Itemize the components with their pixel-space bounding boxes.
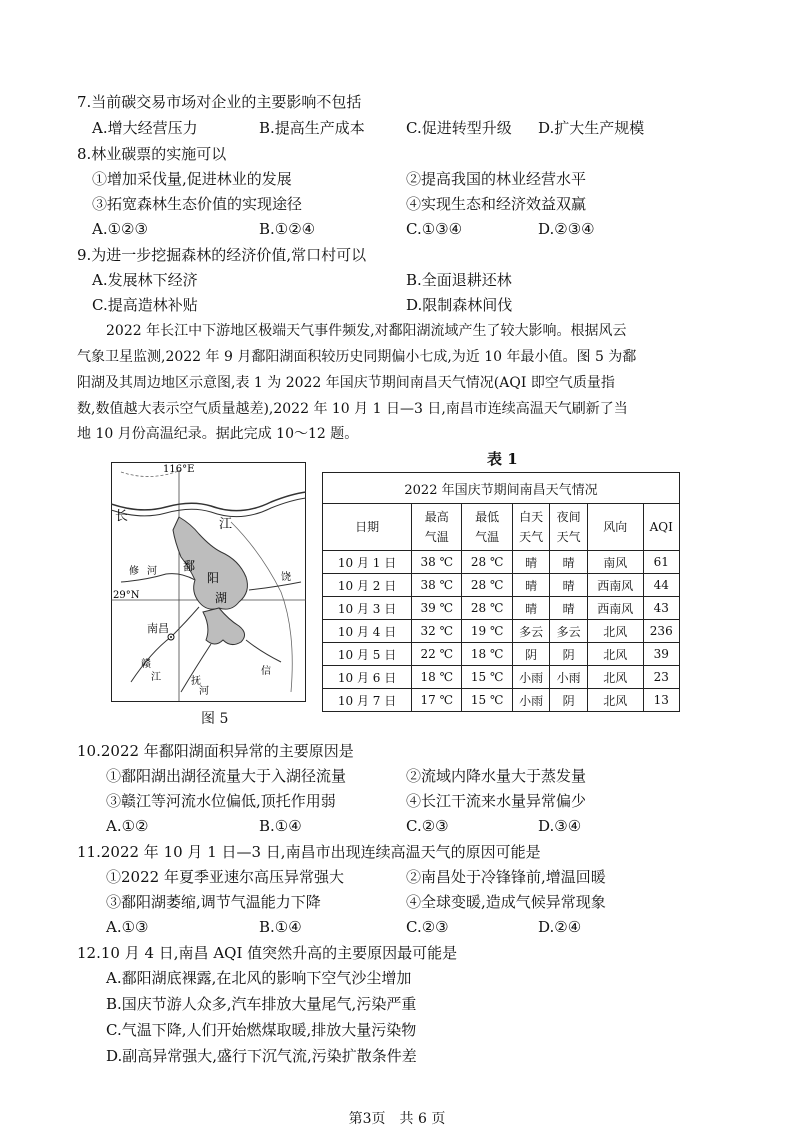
table-cell: 28 ℃ — [462, 551, 512, 574]
table-caption-row — [323, 473, 680, 504]
q11-item-4: ④全球变暖,造成气候异常现象 — [406, 893, 606, 911]
table-cell: 晴 — [512, 551, 550, 574]
table-cell: 32 ℃ — [412, 620, 462, 643]
q10-option-b: B.①④ — [259, 817, 302, 835]
table-cell: 39 — [643, 643, 680, 666]
label-29n: 29°N — [113, 590, 140, 601]
table-cell: 28 ℃ — [462, 574, 512, 597]
q8-option-b: B.①②④ — [259, 220, 316, 238]
table-cell: 南风 — [587, 551, 643, 574]
label-fu: 抚 — [191, 676, 201, 687]
q8-option-d: D.②③④ — [538, 220, 595, 238]
table-title: 表 1 — [487, 450, 518, 468]
q11-option-d: D.②④ — [538, 918, 582, 936]
q8-option-a: A.①②③ — [92, 220, 148, 238]
table-cell: 39 ℃ — [412, 597, 462, 620]
table-cell: 10 月 1 日 — [323, 551, 412, 574]
label-jiang2: 江 — [151, 672, 161, 683]
table-row — [323, 620, 680, 643]
table-cell: 23 — [643, 666, 680, 689]
q10-option-c: C.②③ — [406, 817, 449, 835]
table-header-cell: 最高 气温 — [412, 504, 462, 551]
nanchang-city-dot — [170, 636, 172, 638]
label-he: 河 — [199, 686, 209, 697]
label-xin: 信 — [261, 666, 271, 677]
q9-option-d: D.限制森林间伐 — [406, 296, 513, 314]
material-line-5: 地 10 月份高温纪录。据此完成 10～12 题。 — [77, 426, 359, 442]
table-cell: 236 — [643, 620, 680, 643]
table-row — [323, 689, 680, 712]
table-header-cell: 最低 气温 — [462, 504, 512, 551]
table-header-row — [323, 504, 680, 551]
q12-option-c: C.气温下降,人们开始燃煤取暖,排放大量污染物 — [106, 1021, 417, 1039]
table-cell: 阴 — [550, 643, 588, 666]
material-line-3: 阳湖及其周边地区示意图,表 1 为 2022 年国庆节期间南昌天气情况(AQI 即空气质量指 — [77, 375, 615, 391]
table-cell: 晴 — [550, 597, 588, 620]
table-cell: 晴 — [512, 597, 550, 620]
table-row — [323, 551, 680, 574]
q9-option-c: C.提高造林补贴 — [92, 296, 198, 314]
q10-item-3: ③赣江等河流水位偏低,顶托作用弱 — [106, 792, 336, 810]
q10-item-4: ④长江干流来水量异常偏少 — [406, 792, 587, 810]
q9-stem: 9.为进一步挖掘森林的经济价值,常口村可以 — [77, 246, 367, 264]
label-yang: 阳 — [207, 571, 220, 585]
q9-option-b: B.全面退耕还林 — [406, 271, 512, 289]
table-cell: 38 ℃ — [412, 551, 462, 574]
table-cell: 15 ℃ — [462, 689, 512, 712]
table-header-cell: 日期 — [323, 504, 412, 551]
q10-item-2: ②流域内降水量大于蒸发量 — [406, 767, 587, 785]
label-xiu: 修 — [129, 566, 139, 577]
table-cell: 北风 — [587, 620, 643, 643]
q8-stem: 8.林业碳票的实施可以 — [77, 145, 227, 163]
table-cell: 西南风 — [587, 597, 643, 620]
table-cell: 晴 — [550, 574, 588, 597]
material-line-2: 气象卫星监测,2022 年 9 月鄱阳湖面积较历史同期偏小七成,为近 10 年最小值。图 5 为鄱 — [77, 349, 637, 365]
table-cell: 10 月 4 日 — [323, 620, 412, 643]
q7-stem: 7.当前碳交易市场对企业的主要影响不包括 — [77, 93, 362, 111]
figure-caption: 图 5 — [201, 711, 229, 727]
q12-option-a: A.鄱阳湖底裸露,在北风的影响下空气沙尘增加 — [106, 969, 412, 987]
q10-item-1: ①鄱阳湖出湖径流量大于入湖径流量 — [106, 767, 347, 785]
label-nanchang: 南昌 — [147, 622, 169, 635]
q9-option-a: A.发展林下经济 — [92, 271, 198, 289]
poyang-lake-map — [111, 462, 306, 702]
q7-option-c: C.促进转型升级 — [406, 119, 512, 137]
table-row — [323, 666, 680, 689]
table-cell: 多云 — [512, 620, 550, 643]
q8-item-3: ③拓宽森林生态价值的实现途径 — [92, 195, 303, 213]
q10-option-a: A.①② — [106, 817, 149, 835]
label-chang: 长 — [115, 509, 129, 524]
table-cell: 小雨 — [550, 666, 588, 689]
table-cell: 15 ℃ — [462, 666, 512, 689]
q10-stem: 10.2022 年鄱阳湖面积异常的主要原因是 — [77, 742, 354, 760]
table-cell: 17 ℃ — [412, 689, 462, 712]
q7-option-a: A.增大经营压力 — [92, 119, 198, 137]
q8-option-c: C.①③④ — [406, 220, 463, 238]
q11-item-3: ③鄱阳湖萎缩,调节气温能力下降 — [106, 893, 321, 911]
table-row — [323, 643, 680, 666]
table-cell: 22 ℃ — [412, 643, 462, 666]
table-cell: 10 月 2 日 — [323, 574, 412, 597]
table-cell: 13 — [643, 689, 680, 712]
table-header-cell: 白天 天气 — [512, 504, 550, 551]
q11-stem: 11.2022 年 10 月 1 日—3 日,南昌市出现连续高温天气的原因可能是 — [77, 843, 541, 861]
q11-item-2: ②南昌处于冷锋锋前,增温回暖 — [406, 868, 606, 886]
q8-item-4: ④实现生态和经济效益双赢 — [406, 195, 587, 213]
table-cell: 阴 — [550, 689, 588, 712]
label-he2: 河 — [147, 566, 157, 577]
q10-option-d: D.③④ — [538, 817, 582, 835]
table-cell: 小雨 — [512, 689, 550, 712]
table-cell: 43 — [643, 597, 680, 620]
material-line-1: 2022 年长江中下游地区极端天气事件频发,对鄱阳湖流域产生了较大影响。根据风云 — [106, 323, 627, 339]
table-cell: 44 — [643, 574, 680, 597]
q12-option-b: B.国庆节游人众多,汽车排放大量尾气,污染严重 — [106, 995, 417, 1013]
table-cell: 10 月 6 日 — [323, 666, 412, 689]
table-caption: 2022 年国庆节期间南昌天气情况 — [323, 473, 680, 504]
table-cell: 西南风 — [587, 574, 643, 597]
table-cell: 19 ℃ — [462, 620, 512, 643]
table-body — [323, 551, 680, 712]
label-gan: 赣 — [141, 659, 151, 670]
table-cell: 阴 — [512, 643, 550, 666]
label-hu: 湖 — [215, 591, 228, 605]
table-row — [323, 574, 680, 597]
table-cell: 多云 — [550, 620, 588, 643]
material-line-4: 数,数值越大表示空气质量越差),2022 年 10 月 1 日—3 日,南昌市连续高温天气刷新了当 — [77, 401, 628, 417]
q11-option-a: A.①③ — [106, 918, 149, 936]
page-footer: 第3页 共 6 页 — [348, 1111, 446, 1127]
table-cell: 18 ℃ — [412, 666, 462, 689]
q7-option-d: D.扩大生产规模 — [538, 119, 645, 137]
q11-item-1: ①2022 年夏季亚速尔高压异常强大 — [106, 868, 344, 886]
label-116e: 116°E — [163, 464, 195, 475]
table-cell: 北风 — [587, 643, 643, 666]
label-po: 鄱 — [183, 559, 196, 573]
label-jiang: 江 — [219, 517, 233, 532]
q7-option-b: B.提高生产成本 — [259, 119, 365, 137]
q8-item-1: ①增加采伐量,促进林业的发展 — [92, 170, 292, 188]
table-header-cell: AQI — [643, 504, 680, 551]
table-cell: 38 ℃ — [412, 574, 462, 597]
table-cell: 晴 — [512, 574, 550, 597]
table-cell: 10 月 3 日 — [323, 597, 412, 620]
table-cell: 小雨 — [512, 666, 550, 689]
table-cell: 晴 — [550, 551, 588, 574]
q11-option-b: B.①④ — [259, 918, 302, 936]
table-header-cell: 风向 — [587, 504, 643, 551]
table-cell: 北风 — [587, 689, 643, 712]
table-header-cell: 夜间 天气 — [550, 504, 588, 551]
table-row — [323, 597, 680, 620]
table-cell: 10 月 5 日 — [323, 643, 412, 666]
label-rao: 饶 — [281, 572, 291, 583]
q12-stem: 12.10 月 4 日,南昌 AQI 值突然升高的主要原因最可能是 — [77, 944, 458, 962]
weather-table — [322, 472, 680, 712]
table-cell: 61 — [643, 551, 680, 574]
table-cell: 北风 — [587, 666, 643, 689]
table-cell: 28 ℃ — [462, 597, 512, 620]
q8-item-2: ②提高我国的林业经营水平 — [406, 170, 587, 188]
table-cell: 18 ℃ — [462, 643, 512, 666]
q11-option-c: C.②③ — [406, 918, 449, 936]
q12-option-d: D.副高异常强大,盛行下沉气流,污染扩散条件差 — [106, 1047, 417, 1065]
table-cell: 10 月 7 日 — [323, 689, 412, 712]
